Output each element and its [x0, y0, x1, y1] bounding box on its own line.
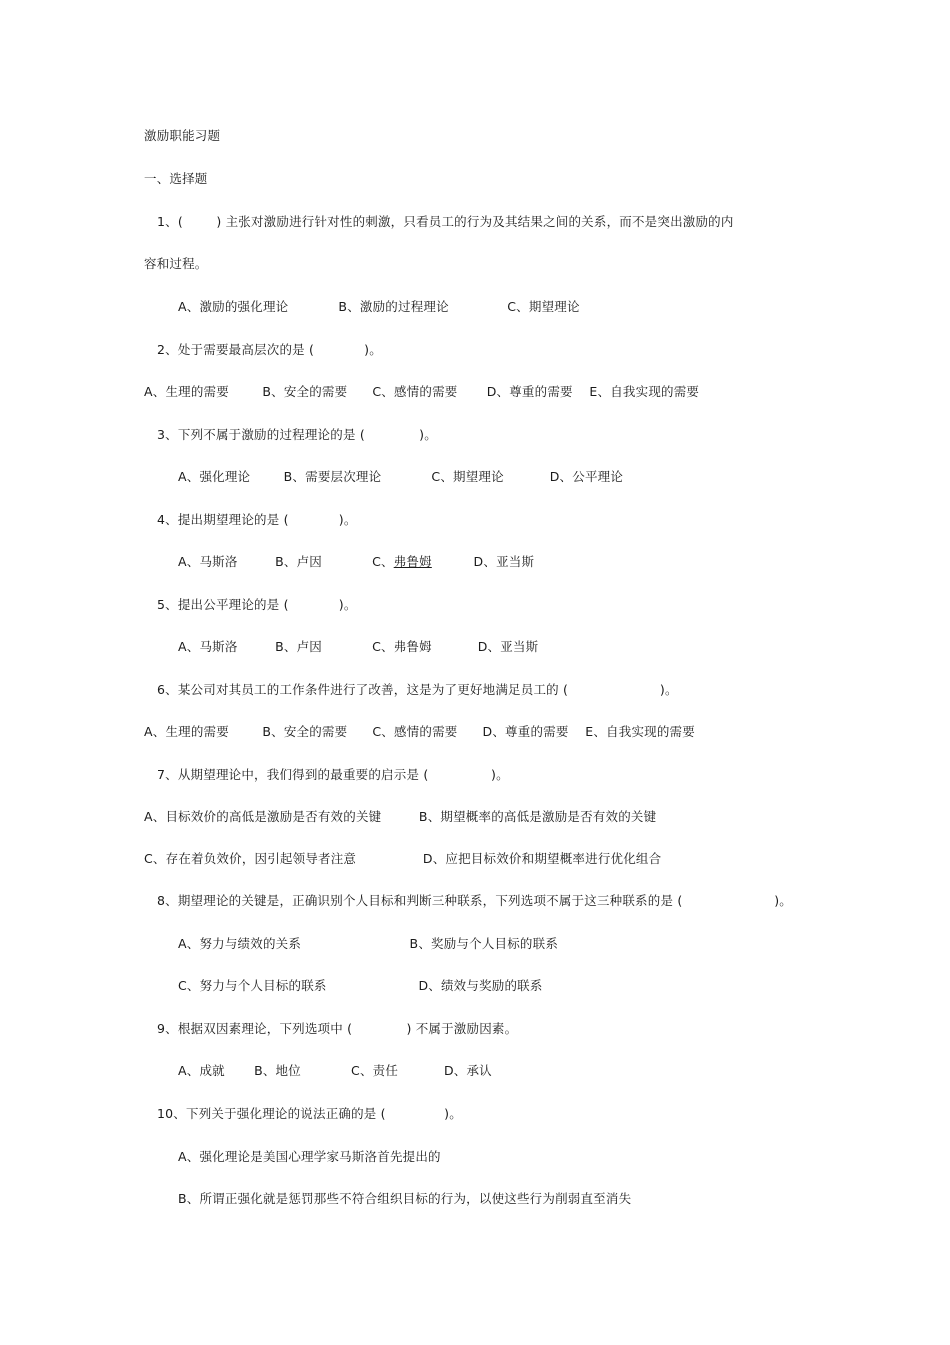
question-1-line-1: 1、( ) 主张对激励进行针对性的刺激，只看员工的行为及其结果之间的关系，而不是突出激励的内 [157, 214, 734, 229]
question-8-options-1: A、努力与绩效的关系 B、奖励与个人目标的联系 [178, 936, 559, 951]
question-10-option-b: B、所谓正强化就是惩罚那些不符合组织目标的行为，以使这些行为削弱直至消失 [178, 1191, 632, 1206]
document-title: 激励职能习题 [144, 128, 221, 143]
question-9: 9、根据双因素理论，下列选项中 ( ) 不属于激励因素。 [157, 1021, 518, 1036]
question-2-options: A、生理的需要 B、安全的需要 C、感情的需要 D、尊重的需要 E、自我实现的需要 [144, 384, 700, 399]
question-8-options-2: C、努力与个人目标的联系 D、绩效与奖励的联系 [178, 978, 543, 993]
question-6-options: A、生理的需要 B、安全的需要 C、感情的需要 D、尊重的需要 E、自我实现的需要 [144, 724, 695, 739]
question-7: 7、从期望理论中，我们得到的最重要的启示是 ( )。 [157, 767, 509, 782]
question-6: 6、某公司对其员工的工作条件进行了改善，这是为了更好地满足员工的 ( )。 [157, 682, 678, 697]
section-heading: 一、选择题 [144, 171, 208, 186]
question-10: 10、下列关于强化理论的说法正确的是 ( )。 [157, 1106, 462, 1121]
question-9-options: A、成就 B、地位 C、责任 D、承认 [178, 1063, 492, 1078]
question-5: 5、提出公平理论的是 ( )。 [157, 597, 357, 612]
question-2: 2、处于需要最高层次的是 ( )。 [157, 342, 382, 357]
question-7-options-2: C、存在着负效价，因引起领导者注意 D、应把目标效价和期望概率进行优化组合 [144, 851, 662, 866]
question-4: 4、提出期望理论的是 ( )。 [157, 512, 357, 527]
question-3: 3、下列不属于激励的过程理论的是 ( )。 [157, 427, 437, 442]
question-7-options-1: A、目标效价的高低是激励是否有效的关键 B、期望概率的高低是激励是否有效的关键 [144, 809, 657, 824]
question-5-options: A、马斯洛 B、卢因 C、弗鲁姆 D、亚当斯 [178, 639, 539, 654]
question-1-line-2: 容和过程。 [144, 256, 208, 271]
question-8: 8、期望理论的关键是，正确识别个人目标和判断三种联系，下列选项不属于这三种联系的是 ( )。 [157, 893, 792, 908]
question-10-option-a: A、强化理论是美国心理学家马斯洛首先提出的 [178, 1149, 441, 1164]
question-4-options-ab: A、马斯洛 B、卢因 C、 [178, 554, 394, 569]
question-4-option-c-underlined: 弗鲁姆 [393, 554, 432, 569]
question-3-options: A、强化理论 B、需要层次理论 C、期望理论 D、公平理论 [178, 469, 624, 484]
question-4-options [178, 554, 534, 570]
question-1-options: A、激励的强化理论 B、激励的过程理论 C、期望理论 [178, 299, 580, 314]
question-4-option-d: D、亚当斯 [431, 554, 535, 569]
